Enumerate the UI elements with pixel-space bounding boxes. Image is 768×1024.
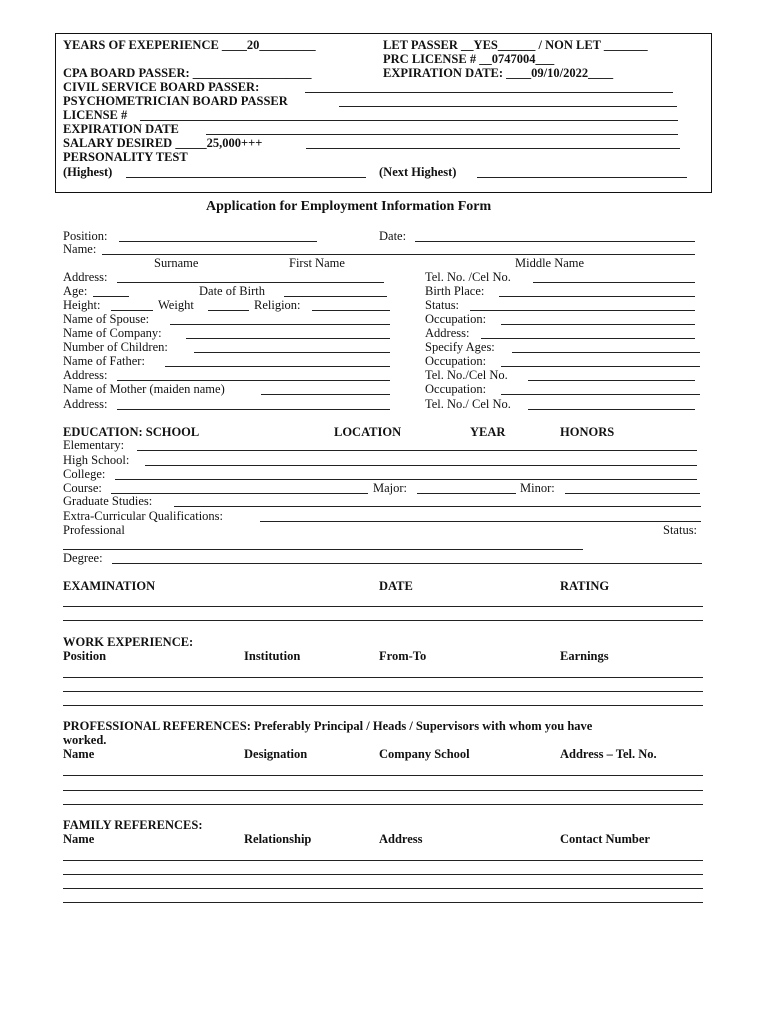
- degree-line: [112, 563, 702, 564]
- father-line: [165, 366, 390, 367]
- college-line: [115, 479, 697, 480]
- family-refs-address-heading: Address: [379, 832, 423, 846]
- graduate-label: Graduate Studies:: [63, 494, 153, 508]
- tel-cel2-line: [528, 380, 695, 381]
- children-line: [194, 352, 390, 353]
- work-heading: WORK EXPERIENCE:: [63, 635, 194, 649]
- tel-cel3-label: Tel. No./ Cel No.: [425, 397, 511, 411]
- prof-refs-line-3: [63, 804, 703, 805]
- family-refs-line-4: [63, 902, 703, 903]
- company-label: Name of Company:: [63, 326, 162, 340]
- family-refs-line-2: [63, 874, 703, 875]
- exam-date-heading: DATE: [379, 579, 413, 593]
- prc-license: PRC LICENSE # __0747004___: [383, 52, 555, 66]
- high-school-line: [145, 465, 697, 466]
- expiration-date-label: EXPIRATION DATE: [63, 122, 179, 136]
- family-refs-relationship-heading: Relationship: [244, 832, 312, 846]
- major-label: Major:: [373, 481, 408, 495]
- examination-heading: EXAMINATION: [63, 579, 156, 593]
- spouse-label: Name of Spouse:: [63, 312, 150, 326]
- religion-line: [312, 310, 390, 311]
- work-from-to-heading: From-To: [379, 649, 427, 663]
- location-heading: LOCATION: [334, 425, 402, 439]
- father-label: Name of Father:: [63, 354, 145, 368]
- name-label: Name:: [63, 242, 97, 256]
- birth-place-label: Birth Place:: [425, 284, 485, 298]
- specify-ages-line: [512, 352, 700, 353]
- prof-refs-line-2: [63, 790, 703, 791]
- family-refs-heading: FAMILY REFERENCES:: [63, 818, 203, 832]
- exam-rating-heading: RATING: [560, 579, 610, 593]
- psychometrician-label: PSYCHOMETRICIAN BOARD PASSER: [63, 94, 288, 108]
- status-line: [470, 310, 695, 311]
- extra-curricular-line: [260, 521, 701, 522]
- next-highest-label: (Next Highest): [379, 165, 457, 179]
- work-position-heading: Position: [63, 649, 107, 663]
- family-refs-line-1: [63, 860, 703, 861]
- age-line: [93, 296, 129, 297]
- work-line-1: [63, 677, 703, 678]
- degree-label: Degree:: [63, 551, 103, 565]
- occupation2-line: [501, 366, 700, 367]
- salary-line: [306, 148, 680, 149]
- professional-status-label: Status:: [663, 523, 698, 537]
- high-school-label: High School:: [63, 453, 130, 467]
- address-label: Address:: [63, 270, 108, 284]
- mother-line: [261, 394, 390, 395]
- religion-label: Religion:: [254, 298, 301, 312]
- work-line-2: [63, 691, 703, 692]
- form-title: Application for Employment Information Form: [206, 199, 492, 214]
- mother-label: Name of Mother (maiden name): [63, 382, 225, 396]
- date-label: Date:: [379, 229, 407, 243]
- extra-curricular-label: Extra-Curricular Qualifications:: [63, 509, 224, 523]
- date-line: [415, 241, 695, 242]
- spouse-line: [170, 324, 390, 325]
- license-line: [140, 120, 678, 121]
- address-line: [117, 282, 384, 283]
- occupation-label: Occupation:: [425, 312, 487, 326]
- license-label: LICENSE #: [63, 108, 128, 122]
- prof-refs-company-heading: Company School: [379, 747, 470, 761]
- family-refs-name-heading: Name: [63, 832, 95, 846]
- expiration-date-top: EXPIRATION DATE: ____09/10/2022____: [383, 66, 614, 80]
- graduate-line: [174, 506, 701, 507]
- specify-ages-label: Specify Ages:: [425, 340, 495, 354]
- elementary-line: [137, 450, 697, 451]
- dob-line: [284, 296, 387, 297]
- tel-cel2-label: Tel. No./Cel No.: [425, 368, 508, 382]
- work-line-3: [63, 705, 703, 706]
- occupation3-label: Occupation:: [425, 382, 487, 396]
- occupation2-label: Occupation:: [425, 354, 487, 368]
- civil-service-label: CIVIL SERVICE BOARD PASSER:: [63, 80, 260, 94]
- let-passer: LET PASSER __YES______ / NON LET _______: [383, 38, 648, 52]
- personality-test: PERSONALITY TEST: [63, 150, 188, 164]
- work-institution-heading: Institution: [244, 649, 301, 663]
- occupation3-line: [501, 394, 700, 395]
- weight-line: [208, 310, 249, 311]
- height-line: [111, 310, 153, 311]
- address3-line: [117, 380, 390, 381]
- prof-refs-designation-heading: Designation: [244, 747, 308, 761]
- course-label: Course:: [63, 481, 102, 495]
- children-label: Number of Children:: [63, 340, 168, 354]
- position-label: Position:: [63, 229, 108, 243]
- highest-label: (Highest): [63, 165, 113, 179]
- prof-refs-heading: PROFESSIONAL REFERENCES: Preferably Principal / Heads / Supervisors with whom you have: [63, 719, 593, 733]
- birth-place-line: [499, 296, 695, 297]
- surname-caption: Surname: [154, 256, 199, 270]
- cpa-board-passer: CPA BOARD PASSER: ___________________: [63, 66, 312, 80]
- family-refs-line-3: [63, 888, 703, 889]
- family-refs-contact-heading: Contact Number: [560, 832, 650, 846]
- occupation-line: [501, 324, 695, 325]
- major-line: [417, 493, 516, 494]
- tel-cel-label: Tel. No. /Cel No.: [425, 270, 511, 284]
- address2-label: Address:: [425, 326, 470, 340]
- name-line: [102, 254, 695, 255]
- status-label: Status:: [425, 298, 460, 312]
- next-highest-line: [477, 177, 687, 178]
- year-heading: YEAR: [470, 425, 506, 439]
- tel-cel-line: [533, 282, 695, 283]
- years-experience: YEARS OF EXEPERIENCE ____20_________: [63, 38, 316, 52]
- work-earnings-heading: Earnings: [560, 649, 609, 663]
- middle-name-caption: Middle Name: [515, 256, 585, 270]
- professional-line: [63, 549, 583, 550]
- prof-refs-address-heading: Address – Tel. No.: [560, 747, 657, 761]
- expiration-date-line: [206, 134, 678, 135]
- address2-line: [481, 338, 695, 339]
- education-heading: EDUCATION: SCHOOL: [63, 425, 200, 439]
- age-label: Age:: [63, 284, 88, 298]
- prof-refs-heading-cont: worked.: [63, 733, 107, 747]
- salary-desired: SALARY DESIRED _____25,000+++: [63, 136, 263, 150]
- dob-label: Date of Birth: [199, 284, 265, 298]
- weight-label: Weight: [158, 298, 194, 312]
- address4-line: [117, 409, 390, 410]
- first-name-caption: First Name: [289, 256, 345, 270]
- prof-refs-name-heading: Name: [63, 747, 95, 761]
- professional-label: Professional: [63, 523, 125, 537]
- minor-label: Minor:: [520, 481, 555, 495]
- prof-refs-line-1: [63, 775, 703, 776]
- highest-line: [126, 177, 366, 178]
- company-line: [186, 338, 390, 339]
- elementary-label: Elementary:: [63, 438, 125, 452]
- position-line: [119, 241, 317, 242]
- address3-label: Address:: [63, 368, 108, 382]
- college-label: College:: [63, 467, 106, 481]
- exam-line-2: [63, 620, 703, 621]
- civil-service-line: [305, 92, 673, 93]
- honors-heading: HONORS: [560, 425, 615, 439]
- psychometrician-line: [339, 106, 677, 107]
- height-label: Height:: [63, 298, 101, 312]
- exam-line-1: [63, 606, 703, 607]
- address4-label: Address:: [63, 397, 108, 411]
- tel-cel3-line: [528, 409, 695, 410]
- minor-line: [565, 493, 700, 494]
